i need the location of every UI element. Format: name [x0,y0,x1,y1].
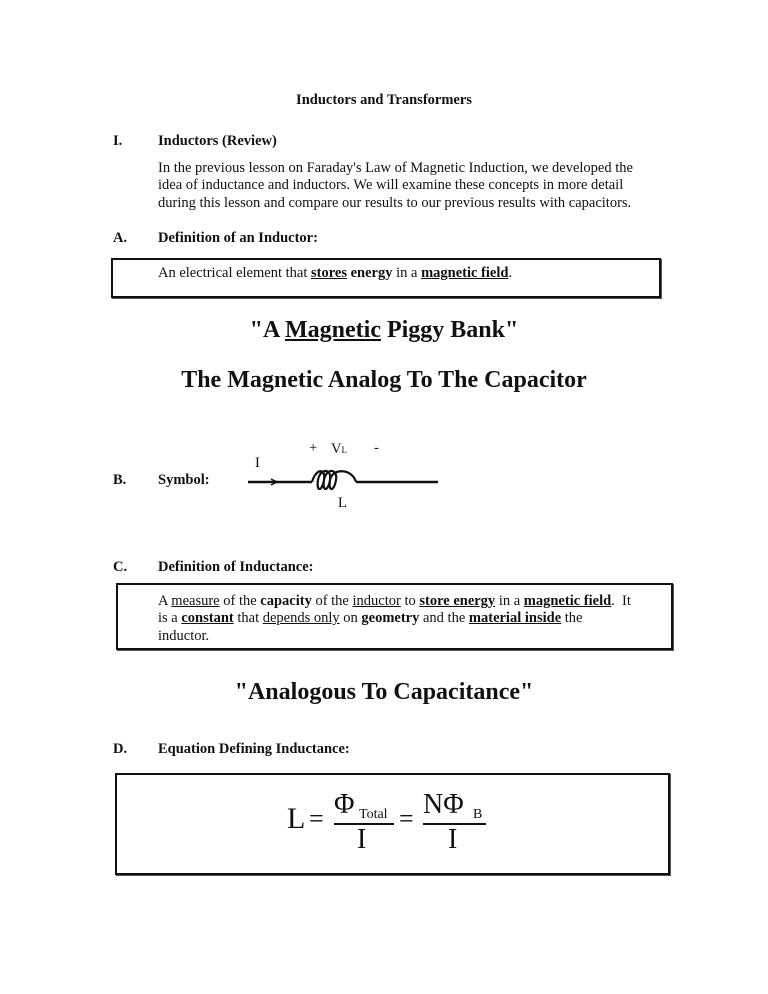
text-segment: of the [219,593,261,609]
section-heading-equation: Equation Defining Inductance: [158,741,350,757]
text-segment: geometry [361,610,420,627]
slogan-pre: "A [249,317,285,343]
section-marker-d: D. [113,741,128,757]
numerator-n-flux: NΦ [423,789,464,820]
equals-sign: = [399,804,414,833]
slogan-post: Piggy Bank" [380,317,519,343]
emphasized-term: inductor [352,593,401,609]
text-segment: A [158,593,172,609]
numerator-subscript-total: Total [359,807,388,822]
text-segment: An electrical element that [158,265,311,281]
voltage-subscript: L [341,445,347,455]
current-arrow-icon [264,479,277,485]
denominator-current: I [448,824,458,855]
numerator-flux: Φ [334,789,355,820]
text-line [158,593,631,610]
inductor-symbol [240,466,445,496]
section-marker-i: I. [113,133,123,149]
denominator-current: I [357,824,367,855]
text-segment: in a [495,593,524,609]
intro-line: In the previous lesson on Faraday's Law of Magnetic Induction, we developed the [158,160,633,176]
section-marker-c: C. [113,559,128,575]
definition-inductor-text [158,265,512,282]
intro-line: during this lesson and compare our results to our previous results with capacitors. [158,194,632,211]
text-segment: and the [419,610,469,627]
slogan-heading [0,318,768,342]
text-segment: is a [158,610,182,627]
current-label: I [255,455,260,471]
analog-heading: The Magnetic Analog To The Capacitor [181,367,587,393]
section-heading-definition-inductance: Definition of Inductance: [158,559,314,575]
plus-sign: + [309,440,318,456]
emphasized-term: magnetic field [421,265,509,281]
text-segment: . It [611,593,631,609]
text-segment: of the [311,593,353,609]
text-segment: that [233,610,263,627]
voltage-symbol: V [331,441,342,457]
emphasized-term: material inside [468,610,562,627]
minus-sign: - [374,440,379,456]
text-segment: inductor. [158,627,210,644]
text-segment: the [561,610,583,627]
emphasized-term: store energy [419,593,496,609]
equals-sign: = [309,804,324,833]
equation-lhs: L [287,802,306,835]
slogan-underlined: Magnetic [285,317,381,343]
text-segment: . [508,265,513,281]
section-marker-a: A. [113,230,128,246]
inductor-label: L [338,495,347,511]
section-heading-definition-inductor: Definition of an Inductor: [158,230,318,246]
voltage-label [331,442,347,457]
text-segment: capacity [260,593,312,609]
section-heading-inductors-review: Inductors (Review) [158,133,277,149]
analogous-heading: "Analogous To Capacitance" [234,679,534,705]
text-line [158,265,512,282]
coil-icon [312,471,356,489]
numerator-subscript-b: B [473,807,483,822]
definition-inductance-text [158,593,631,645]
emphasized-term: magnetic field [523,593,612,609]
intro-line: idea of inductance and inductors. We will examine these concepts in more detail [158,177,624,194]
text-segment: in a [392,265,422,281]
text-line [158,628,631,645]
emphasized-term: measure [171,593,220,609]
section-marker-b: B. [113,472,127,488]
text-segment: energy [346,265,393,281]
text-segment: on [339,610,362,627]
emphasized-term: stores [310,265,347,281]
section-heading-symbol: Symbol: [158,472,210,488]
document-title: Inductors and Transformers [296,92,472,108]
text-segment: to [400,593,420,609]
intro-paragraph [158,160,633,212]
emphasized-term: depends only [262,610,340,627]
emphasized-term: constant [181,610,234,627]
text-line [158,610,631,627]
